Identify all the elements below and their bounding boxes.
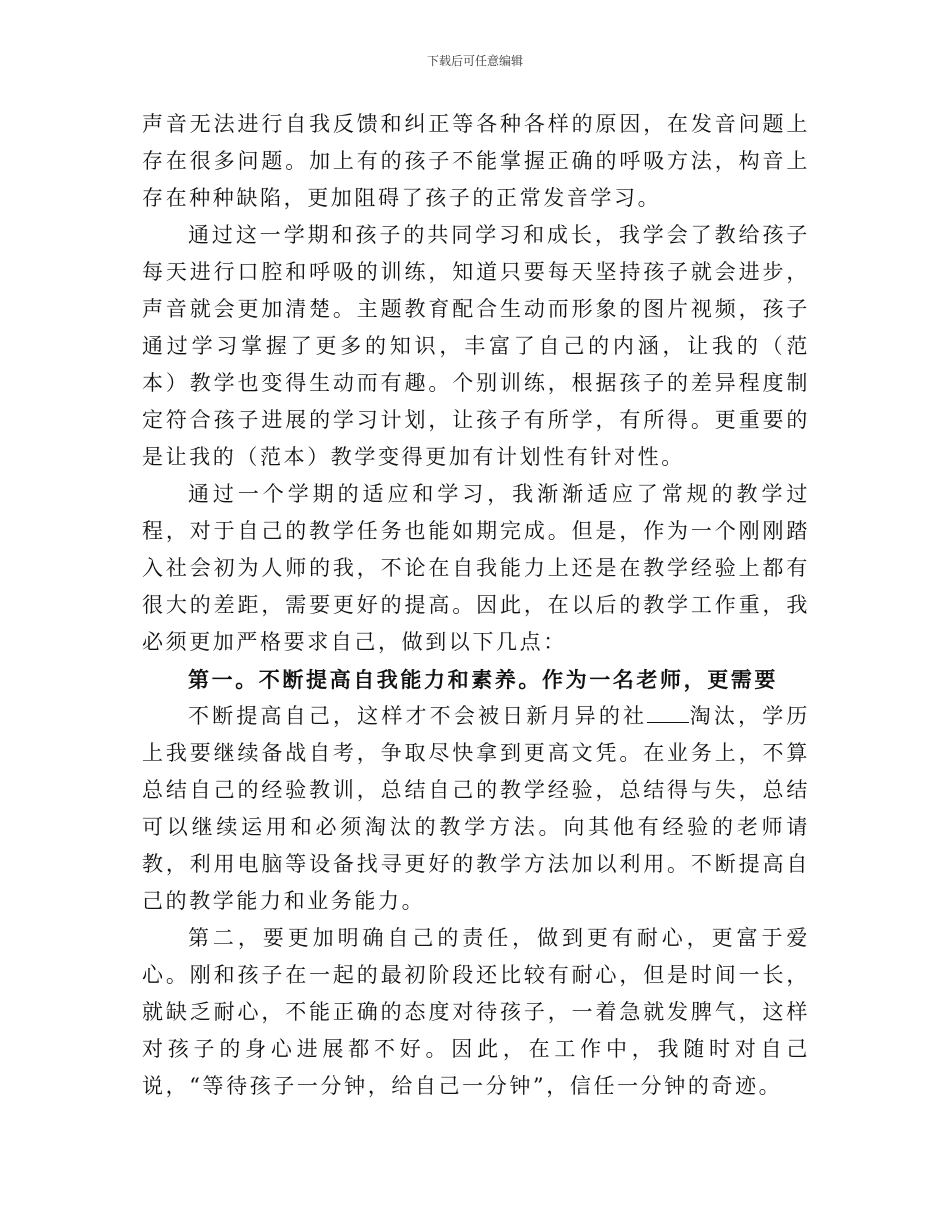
paragraph-self-improvement bbox=[142, 698, 810, 920]
blank-underline bbox=[647, 704, 689, 723]
document-body bbox=[142, 106, 810, 1105]
paragraph-adaptation: 通过一个学期的适应和学习，我渐渐适应了常规的教学过程，对于自己的教学任务也能如期完成。但是，作为一个刚刚踏入社会初为人师的我，不论在自我能力上还是在教学经验上都有很大的差距，需要更好的提高。因此，在以后的教学工作重，我必须更加严格要求自己，做到以下几点： bbox=[142, 482, 810, 654]
paragraph-learning: 通过这一学期和孩子的共同学习和成长，我学会了教给孩子每天进行口腔和呼吸的训练，知道只要每天坚持孩子就会进步，声音就会更加清楚。主题教育配合生动而形象的图片视频，孩子通过学习掌握了更多的知识，丰富了自己的内涵，让我的（范本）教学也变得生动而有趣。个别训练，根据孩子的差异程度制定符合孩子进展的学习计划，让孩子有所学，有所得。更重要的是让我的（范本）教学变得更加有计划性有针对性。 bbox=[142, 223, 810, 469]
paragraph-second-point: 第二，要更加明确自己的责任，做到更有耐心，更富于爱心。刚和孩子在一起的最初阶段还比较有耐心，但是时间一长，就缺乏耐心，不能正确的态度对待孩子，一着急就发脾气，这样对孩子的身心进展都不好。因此，在工作中，我随时对自己说，“等待孩子一分钟，给自己一分钟”，信任一分钟的奇迹。 bbox=[142, 926, 810, 1098]
paragraph-continuation: 声音无法进行自我反馈和纠正等各种各样的原因，在发音问题上存在很多问题。加上有的孩子不能掌握正确的呼吸方法，构音上存在种种缺陷，更加阻碍了孩子的正常发音学习。 bbox=[142, 112, 810, 210]
section-heading-first: 第一。不断提高自我能力和素养。作为一名老师，更需要 bbox=[188, 667, 778, 692]
paragraph-self-improvement-part1: 不断提高自己，这样才不会被日新月异的社 bbox=[188, 704, 648, 728]
page-header: 下载后可任意编辑 bbox=[426, 54, 523, 68]
paragraph-self-improvement-part2: 淘汰，学历上我要继续备战自考，争取尽快拿到更高文凭。在业务上，不算总结自己的经验教训，总结自己的教学经验，总结得与失，总结可以继续运用和必须淘汰的教学方法。向其他有经验的老师请教，利用电脑等设备找寻更好的教学方法加以利用。不断提高自己的教学能力和业务能力。 bbox=[142, 704, 811, 913]
